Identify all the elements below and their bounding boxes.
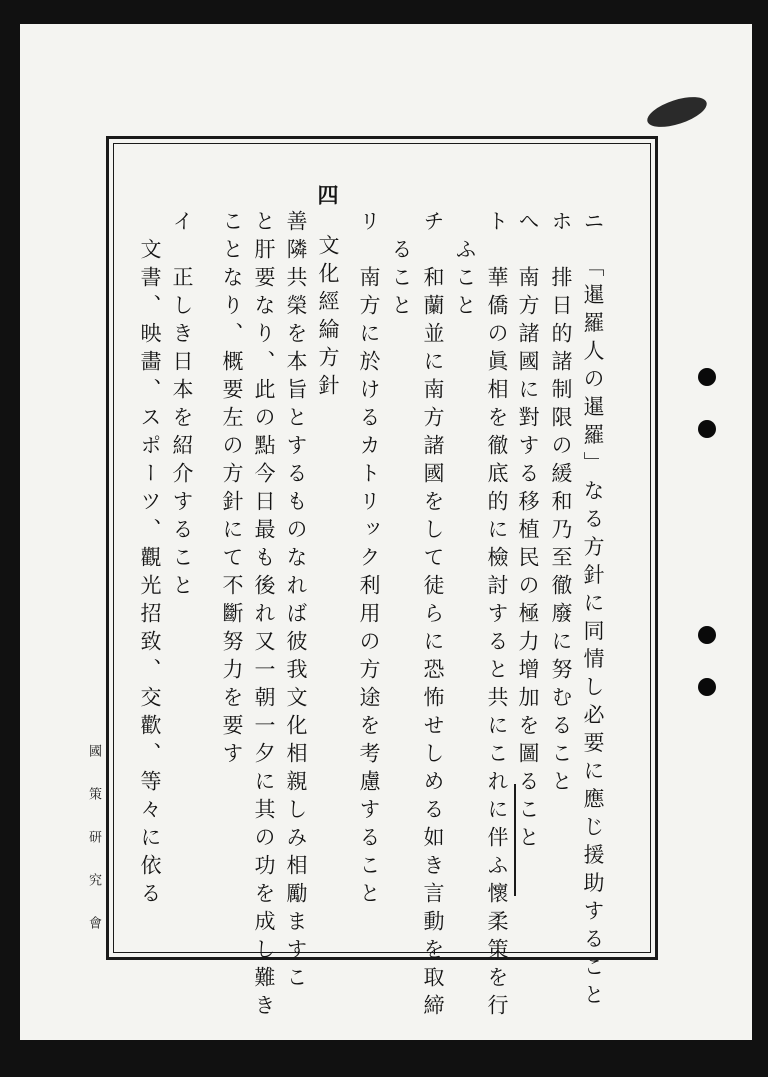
- item-to-cont: ふこと: [453, 210, 477, 322]
- body-line-3: ことなり、概要左の方針にて不斷努力を要す: [220, 210, 244, 770]
- item-chi-cont: ること: [389, 210, 413, 322]
- item-ho: ホ 排日的諸制限の緩和乃至徹廢に努むること: [549, 210, 573, 798]
- publisher-label: 國策研究會: [86, 744, 101, 959]
- item-ri: リ 南方に於けるカトリック利用の方途を考慮すること: [357, 210, 381, 910]
- item-he: へ 南方諸國に對する移植民の極力增加を圖ること: [516, 210, 540, 854]
- item-i: イ 正しき日本を紹介すること: [170, 210, 194, 602]
- binding-hole: [698, 368, 716, 386]
- ink-stain: [644, 91, 710, 133]
- section-heading: 文化經綸方針: [316, 234, 340, 402]
- binding-hole: [698, 420, 716, 438]
- body-line-1: 善隣共榮を本旨とするものなれば彼我文化相親しみ相勵ますこ: [284, 210, 308, 994]
- item-chi: チ 和蘭並に南方諸國をして徒らに恐怖せしめる如き言動を取締: [421, 210, 445, 1022]
- section-number: 四: [315, 184, 340, 212]
- item-to: ト 華僑の眞相を徹底的に檢討すると共にこれに伴ふ懷柔策を行: [485, 210, 509, 1022]
- item-ni: ニ 「暹羅人の暹羅」なる方針に同情し必要に應じ援助すること: [581, 210, 605, 1012]
- binding-hole: [698, 626, 716, 644]
- body-line-2: と肝要なり、此の點今日最も後れ又一朝一夕に其の功を成し難き: [252, 210, 276, 1022]
- document-page: [20, 24, 752, 1040]
- binding-hole: [698, 678, 716, 696]
- item-i-cont: 文書、映畵、スポーツ、觀光招致、交歡、等々に依る: [138, 210, 162, 910]
